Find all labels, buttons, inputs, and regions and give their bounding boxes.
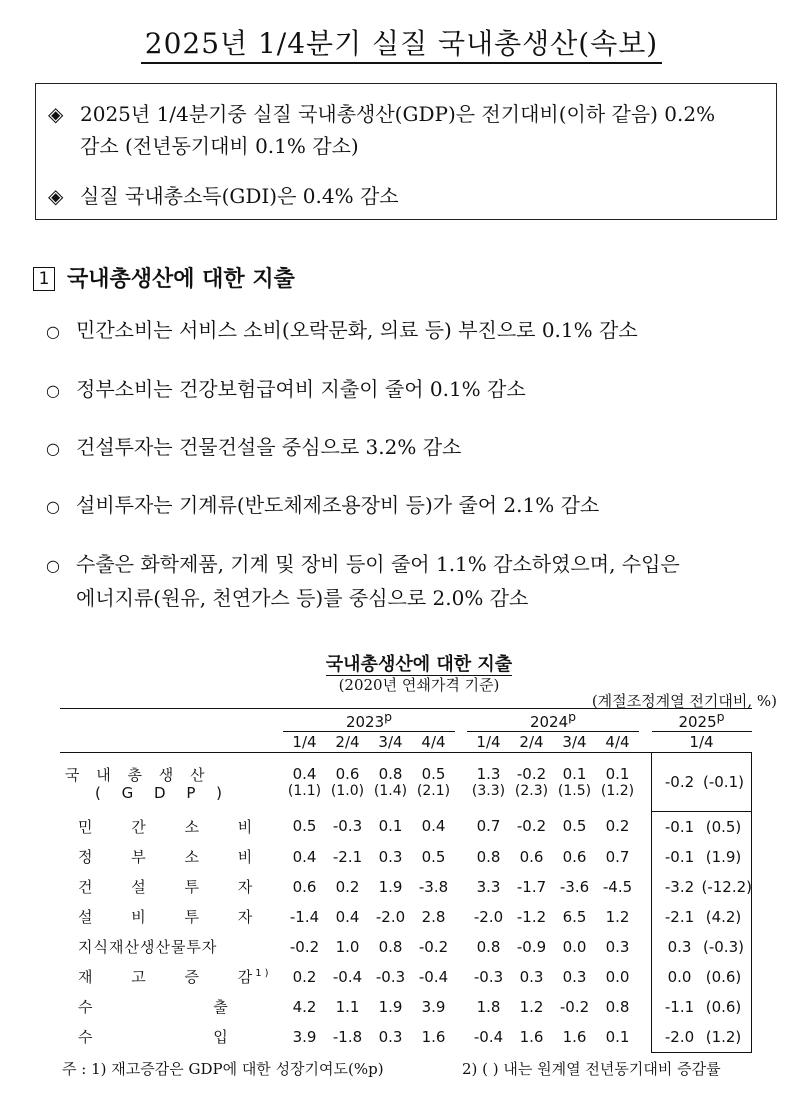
summary-item-gdp: ◈ 2025년 1/4분기중 실질 국내총생산(GDP)은 전기대비(이하 같음) 0.2% 감소 (전년동기대비 0.1% 감소) — [48, 98, 773, 162]
section-heading: 1 국내총생산에 대한 지출 — [33, 262, 295, 293]
table-row-gdp: 국 내 총 생 산 ( G D P ) 0.4 (1.1) 0.6 (1.0) 0.8 (1.4) 0.5 (2.1) 1.3 (3.3) -0.2 (2.3) 0.1 (1.5) 0.1 (1.2) -0.2 (-0.1) — [60, 753, 752, 812]
summary-item-gdi: ◈ 실질 국내총소득(GDI)은 0.4% 감소 — [48, 180, 773, 212]
summary-box — [35, 83, 777, 220]
diamond-bullet-icon: ◈ — [48, 184, 64, 208]
diamond-bullet-icon: ◈ — [48, 102, 64, 126]
table-notes: 주 : 1) 재고증감은 GDP에 대한 성장기여도(%p) 2) ( ) 내는 원계열 전년동기대비 증감률 — [62, 1060, 721, 1078]
bullet-trade: ○ 수출은 화학제품, 기계 및 장비 등이 줄어 1.1% 감소하였으며, 수입은 에너지류(원유, 천연가스 등)를 중심으로 2.0% 감소 — [46, 552, 680, 610]
year-2023: 2023$^p$ — [283, 709, 455, 732]
circle-bullet-icon: ○ — [46, 381, 60, 400]
table-header-quarters: 1/4 2/4 3/4 4/4 1/4 2/4 3/4 4/4 1/4 — [60, 732, 752, 753]
circle-bullet-icon: ○ — [46, 322, 60, 341]
bullet-construction: ○ 건설투자는 건물건설을 중심으로 3.2% 감소 — [46, 431, 786, 465]
bullet-private-consumption: ○ 민간소비는 서비스 소비(오락문화, 의료 등) 부진으로 0.1% 감소 — [46, 314, 786, 348]
bullet-facilities: ○ 설비투자는 기계류(반도체제조용장비 등)가 줄어 2.1% 감소 — [46, 489, 786, 523]
page-title: 2025년 1/4분기 실질 국내총생산(속보) — [0, 22, 803, 62]
table-title: 국내총생산에 대한 지출 — [325, 654, 513, 675]
table-subtitle: (2020년 연쇄가격 기준) — [338, 676, 500, 694]
bullet-government-consumption: ○ 정부소비는 건강보험급여비 지출이 줄어 0.1% 감소 — [46, 373, 786, 407]
section-number: 1 — [33, 267, 55, 291]
table-row: 건 설 투 자 0.6 0.2 1.9 -3.8 3.3 -1.7 -3.6 -4.5 -3.2 (-12.2) — [60, 872, 752, 902]
circle-bullet-icon: ○ — [46, 439, 60, 458]
year-2025: 2025$^p$ — [652, 709, 752, 732]
table-row: 재 고 증 감$^{1)}$ 0.2 -0.4 -0.3 -0.4 -0.3 0.3 0.3 0.0 0.0 (0.6) — [60, 962, 752, 992]
table-row: 설 비 투 자 -1.4 0.4 -2.0 2.8 -2.0 -1.2 6.5 1.2 -2.1 (4.2) — [60, 902, 752, 932]
table-unit: (계절조정계열 전기대비, %) — [591, 692, 777, 710]
table-row: 지식재산생산물투자 -0.2 1.0 0.8 -0.2 0.8 -0.9 0.0 0.3 0.3 (-0.3) — [60, 932, 752, 962]
table-row: 정 부 소 비 0.4 -2.1 0.3 0.5 0.8 0.6 0.6 0.7 -0.1 (1.9) — [60, 842, 752, 872]
circle-bullet-icon: ○ — [46, 497, 60, 516]
year-2024: 2024$^p$ — [467, 709, 639, 732]
table-header-years — [60, 709, 752, 732]
circle-bullet-icon: ○ — [46, 556, 60, 575]
table-row: 수 출 4.2 1.1 1.9 3.9 1.8 1.2 -0.2 0.8 -1.1 (0.6) — [60, 992, 752, 1022]
table-row: 민 간 소 비 0.5 -0.3 0.1 0.4 0.7 -0.2 0.5 0.2 -0.1 (0.5) — [60, 811, 752, 842]
gdp-expenditure-table — [60, 708, 752, 1053]
table-row: 수 입 3.9 -1.8 0.3 1.6 -0.4 1.6 1.6 0.1 -2.0 (1.2) — [60, 1022, 752, 1053]
